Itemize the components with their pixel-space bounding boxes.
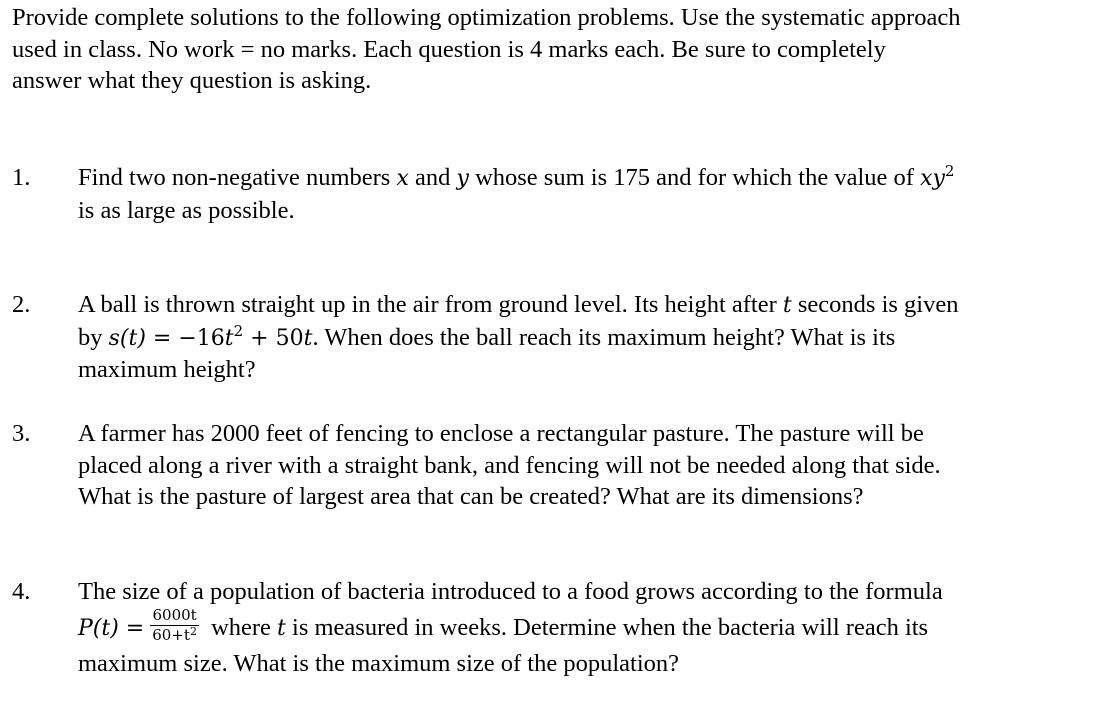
question-line <box>78 289 1098 322</box>
math-equals: = <box>118 615 145 641</box>
math-var-t: t <box>277 615 286 641</box>
question-line <box>78 162 1098 195</box>
question-line: maximum size. What is the maximum size of the population? <box>78 649 680 677</box>
question-line: placed along a river with a straight bank, and fencing will not be needed along that side. <box>78 451 941 479</box>
math-var-t: t <box>782 293 792 318</box>
math-var-y: y <box>456 166 469 191</box>
math-equals: = −16 <box>145 325 225 351</box>
question-number: 3. <box>12 420 31 447</box>
question-line: is as large as possible. <box>78 196 295 224</box>
question-text: where <box>204 613 278 641</box>
question-text: is measured in weeks. Determine when the bacteria will reach its <box>285 613 929 641</box>
fraction-numerator: 6000t <box>150 607 199 626</box>
question-number: 1. <box>12 164 31 191</box>
denominator-base: 60+t <box>152 626 190 645</box>
math-var-x: x <box>396 166 409 191</box>
question-text: . When does the ball reach its maximum height? What is its <box>312 323 896 351</box>
question-text: whose sum is 175 and for which the value of <box>468 164 921 191</box>
fraction-denominator <box>150 626 199 644</box>
question-body <box>78 576 1098 679</box>
question-line: maximum height? <box>78 356 256 383</box>
math-exponent: 2 <box>233 321 244 340</box>
question-line: The size of a population of bacteria introduced to a food grows according to the formula <box>78 578 943 605</box>
question-text: seconds is given <box>791 291 959 318</box>
question-line: What is the pasture of largest area that can be created? What are its dimensions? <box>78 483 864 510</box>
math-term: + 50 <box>243 325 304 351</box>
question-number: 4. <box>12 578 31 605</box>
instructions-line-1: Provide complete solutions to the following optimization problems. Use the systematic approach <box>12 4 961 31</box>
question-number: 2. <box>12 291 31 318</box>
question-body <box>78 162 1098 226</box>
question-line: A farmer has 2000 feet of fencing to enclose a rectangular pasture. The pasture will be <box>78 420 924 447</box>
math-exponent: 2 <box>944 162 955 180</box>
denominator-exponent: 2 <box>189 625 197 639</box>
question-text: Find two non-negative numbers <box>78 164 397 191</box>
math-expression: xy <box>920 166 945 191</box>
math-function: P(t) <box>78 615 119 641</box>
question-text: and <box>408 164 457 191</box>
math-fraction <box>150 607 199 644</box>
instructions-line-2: used in class. No work = no marks. Each question is 4 marks each. Be sure to completely <box>12 35 886 63</box>
question-text: A ball is thrown straight up in the air from ground level. Its height after <box>78 291 783 318</box>
instructions <box>12 2 1112 97</box>
question-text: by <box>78 323 109 351</box>
question-line <box>78 322 1098 355</box>
question-body <box>78 418 1098 513</box>
instructions-line-3: answer what they question is asking. <box>12 67 372 94</box>
question-body <box>78 289 1098 386</box>
question-line <box>78 608 1098 648</box>
math-var-t: t <box>224 325 234 351</box>
math-var-t: t <box>303 325 313 351</box>
math-function: s(t) <box>108 325 146 351</box>
